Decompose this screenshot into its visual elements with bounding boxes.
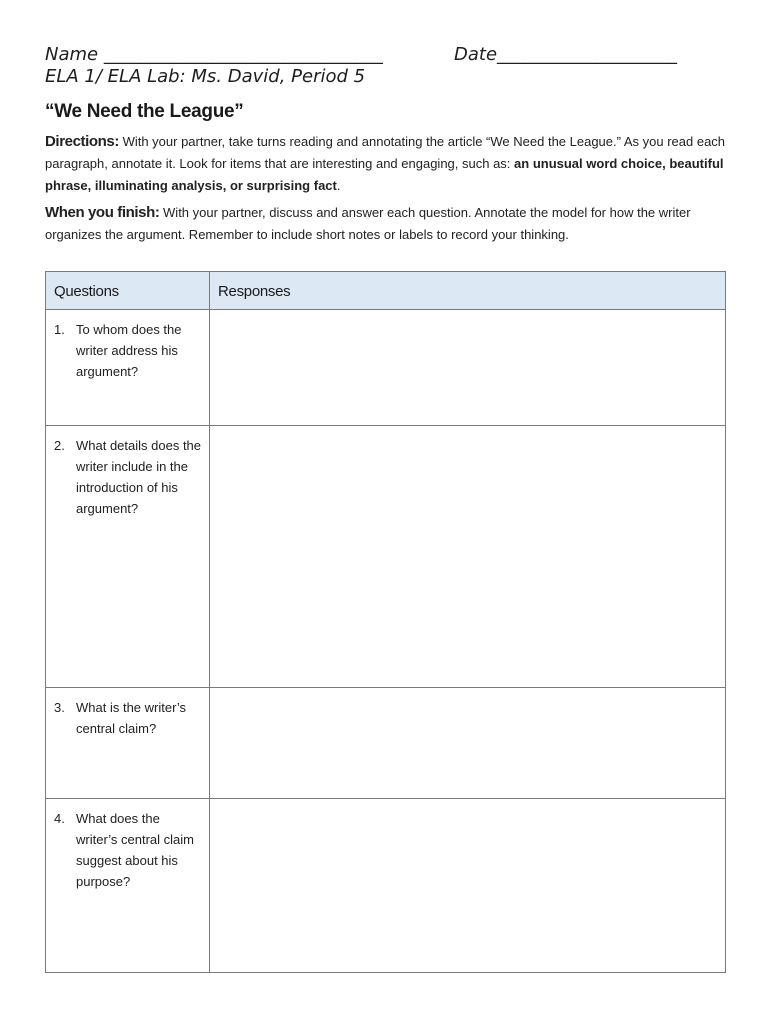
question-cell [46,426,210,688]
directions-bold-text: an unusual word choice, beautiful phrase, illuminating analysis, or surprising fact [45,156,724,193]
question-number: 1. [54,322,65,337]
when-finish-paragraph [45,202,735,246]
question-number: 4. [54,811,65,826]
response-cell[interactable] [210,688,726,799]
questions-header-label: Questions [54,283,119,300]
question-text: What does the writer’s central claim suggest about his purpose? [76,811,194,889]
table-row [46,688,726,799]
question-number: 3. [54,700,65,715]
response-cell[interactable] [210,310,726,426]
when-finish-text: With your partner, discuss and answer each question. Annotate the model for how the writer organizes the argument. Remember to include short notes or labels to record your thinking. [45,205,691,242]
table-row [46,799,726,973]
questions-table [45,271,726,973]
responses-column-header [210,272,726,310]
class-period-line: ELA 1/ ELA Lab: Ms. David, Period 5 [45,66,366,87]
name-field-line[interactable] [45,44,383,65]
when-finish-label: When you finish: [45,204,160,221]
directions-label: Directions: [45,133,119,150]
question-text: To whom does the writer address his argument? [76,322,182,379]
page-title: “We Need the League” [45,101,244,122]
date-label: Date____________________ [454,44,678,65]
response-cell[interactable] [210,426,726,688]
question-text: What is the writer’s central claim? [76,700,187,736]
questions-column-header [46,272,210,310]
question-cell [46,310,210,426]
response-cell[interactable] [210,799,726,973]
question-text: What details does the writer include in the introduction of his argument? [76,438,202,516]
name-label: Name _______________________________ [45,44,383,65]
question-cell [46,799,210,973]
directions-paragraph [45,131,735,197]
question-number: 2. [54,438,65,453]
responses-header-label: Responses [218,283,291,300]
table-row [46,426,726,688]
directions-text: With your partner, take turns reading and annotating the article “We Need the League.” As you read each paragraph, annotate it. Look for items that are interesting and engaging, such as: [45,134,726,171]
directions-text-end: . [336,178,341,193]
table-row [46,310,726,426]
question-cell [46,688,210,799]
table-header-row [46,272,726,310]
date-field-line[interactable] [454,44,677,65]
